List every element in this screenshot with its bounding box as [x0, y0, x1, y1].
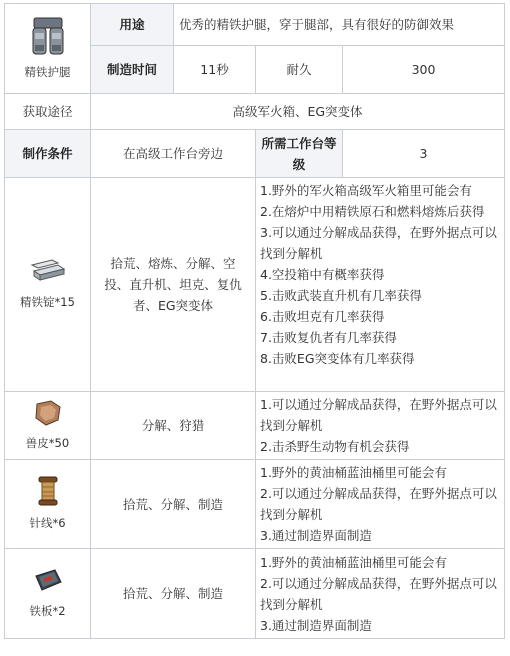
material-cell	[5, 549, 91, 639]
material-sources	[256, 460, 505, 549]
obtain-value: 高级军火箱、EG突变体	[91, 94, 505, 130]
durability-value: 300	[343, 46, 505, 94]
material-name: 兽皮*50	[25, 435, 70, 450]
material-row	[5, 392, 505, 460]
craft-time-label: 制造时间	[91, 46, 174, 94]
item-name: 精铁护腿	[24, 64, 71, 79]
usage-value: 优秀的精铁护腿，穿于腿部，具有很好的防御效果	[174, 4, 505, 46]
source-line: 1.野外的黄油桶蓝油桶里可能会有	[260, 554, 447, 570]
source-line: 2.在熔炉中用精铁原石和燃料熔炼后获得	[260, 204, 485, 219]
source-line: 3.通过制造界面制造	[260, 617, 372, 633]
source-line: 2.可以通过分解成品获得，在野外据点可以找到分解机	[260, 575, 497, 612]
material-methods: 拾荒、分解、制造	[91, 549, 256, 639]
condition-label: 制作条件	[5, 130, 91, 178]
material-name: 精铁锭*15	[20, 294, 75, 309]
condition-row	[5, 130, 505, 178]
material-row	[5, 549, 505, 639]
material-methods: 分解、狩猎	[91, 392, 256, 460]
usage-label: 用途	[91, 4, 174, 46]
source-line: 2.击杀野生动物有机会获得	[260, 439, 410, 454]
bench-level-value: 3	[343, 130, 505, 178]
usage-row	[5, 4, 505, 46]
material-sources	[256, 178, 505, 392]
material-cell	[5, 392, 91, 460]
ingot-icon	[28, 257, 68, 287]
material-name: 针线*6	[29, 516, 66, 530]
material-cell	[5, 178, 91, 392]
source-line: 3.通过制造界面制造	[260, 528, 372, 543]
craft-time-value: 11秒	[174, 46, 256, 94]
item-cell	[5, 4, 91, 94]
condition-value: 在高级工作台旁边	[91, 130, 256, 178]
obtain-label: 获取途径	[5, 94, 91, 130]
obtain-row	[5, 94, 505, 130]
source-line: 5.击败武装直升机有几率获得	[260, 288, 422, 303]
material-row	[5, 178, 505, 392]
material-row	[5, 460, 505, 549]
material-methods: 拾荒、熔炼、分解、空投、直升机、坦克、复仇者、EG突变体	[91, 178, 256, 392]
leather-icon	[31, 398, 65, 428]
source-line: 4.空投箱中有概率获得	[260, 267, 385, 282]
bench-level-label: 所需工作台等级	[256, 130, 343, 178]
source-line: 1.可以通过分解成品获得，在野外据点可以找到分解机	[260, 397, 497, 433]
source-line: 7.击败复仇者有几率获得	[260, 330, 397, 345]
material-sources	[256, 392, 505, 460]
material-name: 铁板*2	[29, 603, 66, 618]
source-line: 6.击败坦克有几率获得	[260, 309, 385, 324]
item-info-table	[4, 3, 505, 639]
durability-label: 耐久	[256, 46, 343, 94]
armor-legs-icon	[26, 15, 70, 57]
source-line: 3.可以通过分解成品获得，在野外据点可以找到分解机	[260, 225, 497, 261]
thread-spool-icon	[33, 474, 63, 508]
source-line: 1.野外的黄油桶蓝油桶里可能会有	[260, 465, 447, 480]
material-sources	[256, 549, 505, 639]
source-line: 8.击败EG突变体有几率获得	[260, 351, 415, 366]
iron-plate-icon	[31, 566, 65, 596]
material-cell	[5, 460, 91, 549]
source-line: 1.野外的军火箱高级军火箱里可能会有	[260, 183, 472, 198]
source-line: 2.可以通过分解成品获得，在野外据点可以找到分解机	[260, 486, 497, 522]
material-methods: 拾荒、分解、制造	[91, 460, 256, 549]
